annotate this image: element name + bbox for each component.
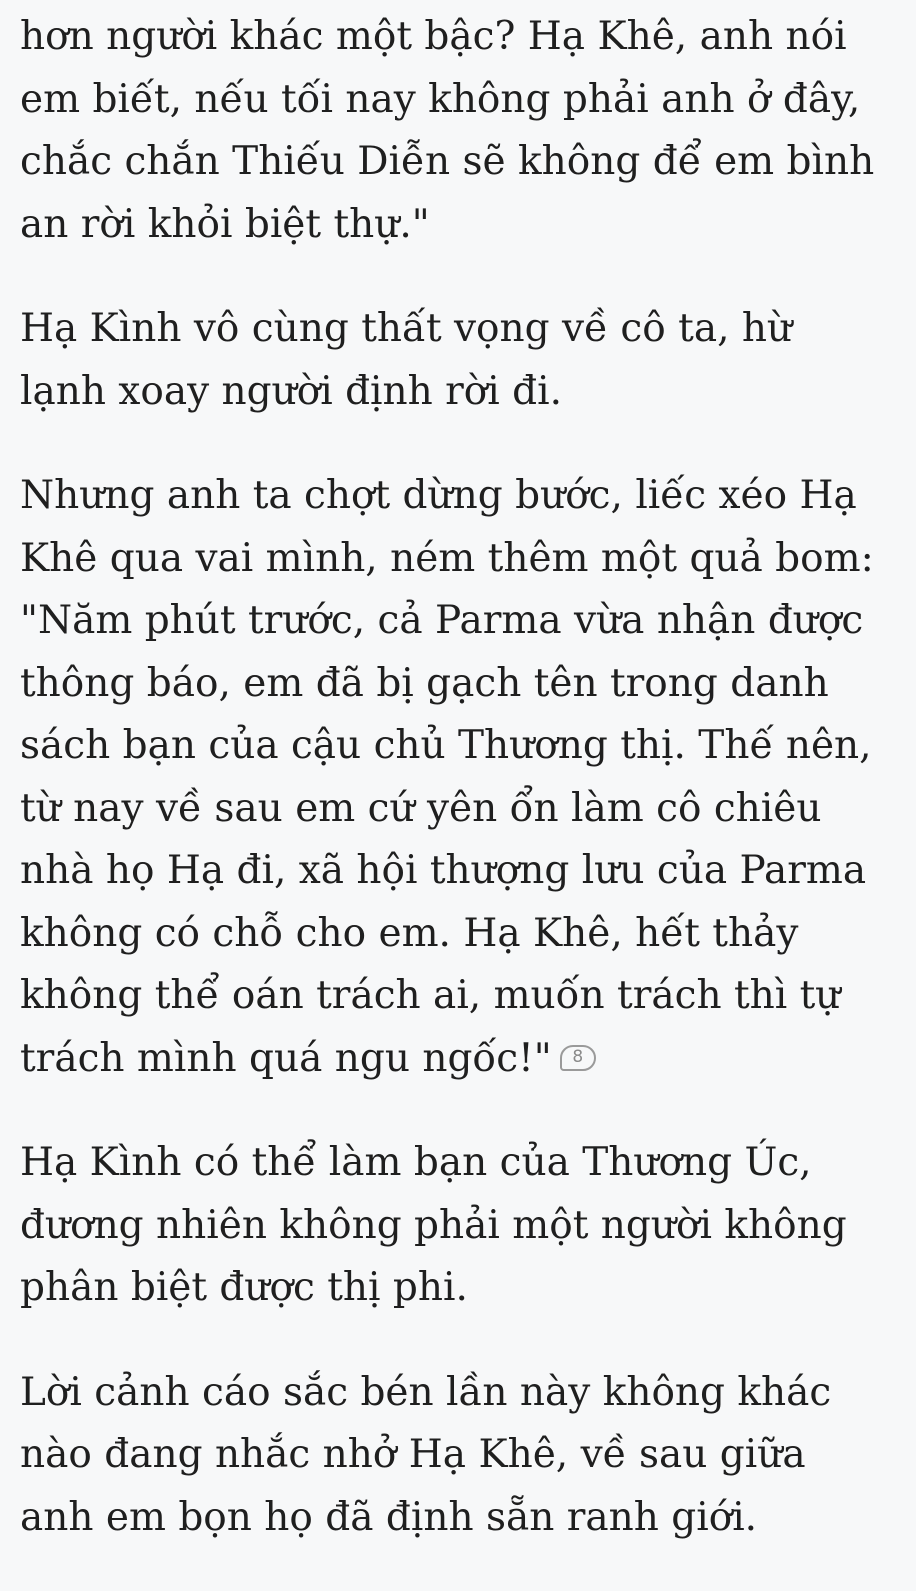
paragraph-text: Lời cảnh cáo sắc bén lần này không khác nào đang nhắc nhở Hạ Khê, về sau giữa anh em bọn họ đã định sẵn ranh giới.	[20, 1369, 832, 1540]
comment-bubble-icon[interactable]	[560, 1045, 596, 1071]
paragraph	[20, 465, 886, 1090]
paragraph-text: Hạ Kình vô cùng thất vọng về cô ta, hừ lạnh xoay người định rời đi.	[20, 306, 793, 414]
paragraph	[20, 298, 886, 423]
paragraph	[20, 1362, 886, 1550]
chapter-content	[20, 6, 886, 1591]
paragraph-text: Hạ Kình có thể làm bạn của Thương Úc, đương nhiên không phải một người không phân biệt được thị phi.	[20, 1140, 847, 1310]
comment-count: 8	[572, 1047, 584, 1067]
paragraph	[20, 6, 886, 256]
paragraph-text: hơn người khác một bậc? Hạ Khê, anh nói em biết, nếu tối nay không phải anh ở đây, chắc chắn Thiếu Diễn sẽ không để em bình an rời khỏi biệt thự."	[20, 14, 875, 247]
paragraph	[20, 1132, 886, 1320]
paragraph-text: Nhưng anh ta chợt dừng bước, liếc xéo Hạ Khê qua vai mình, ném thêm một quả bom: "Năm phút trước, cả Parma vừa nhận được thông báo, em đã bị gạch tên trong danh sách bạn của cậu chủ Thương thị. Thế nên, từ nay về sau em cứ yên ổn làm cô chiêu nhà họ Hạ đi, xã hội thượng lưu của Parma không có chỗ cho em. Hạ Khê, hết thảy không thể oán trách ai, muốn trách thì tự trách mình quá ngu ngốc!"	[20, 473, 874, 1081]
